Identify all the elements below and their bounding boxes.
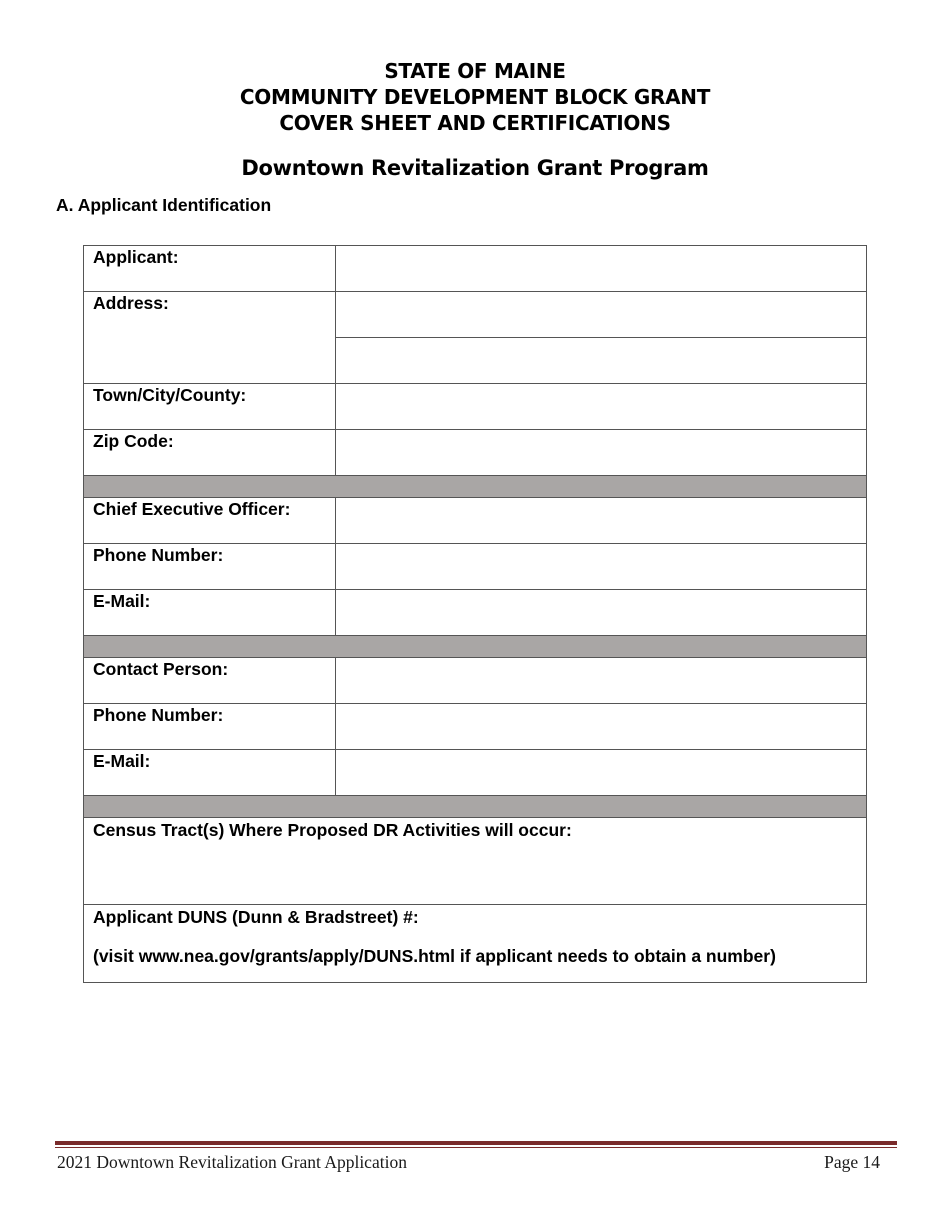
contact-label: Contact Person: [84,658,336,704]
contact-phone-label: Phone Number: [84,704,336,750]
contact-email-label: E-Mail: [84,750,336,796]
town-label: Town/City/County: [84,384,336,430]
ceo-field[interactable] [336,498,867,544]
town-field[interactable] [336,384,867,430]
address-field-line-2[interactable] [336,338,867,384]
footer-rule [55,1141,897,1145]
separator-row [84,636,867,658]
duns-field[interactable] [84,905,867,983]
section-title: A. Applicant Identification [56,195,272,215]
ceo-email-label: E-Mail: [84,590,336,636]
duns-label: Applicant DUNS (Dunn & Bradstreet) #: [93,907,419,927]
program-title: Downtown Revitalization Grant Program [241,156,709,180]
contact-phone-field[interactable] [336,704,867,750]
footer-page-number: Page 14 [824,1152,880,1172]
ceo-label: Chief Executive Officer: [84,498,336,544]
contact-email-field[interactable] [336,750,867,796]
contact-field[interactable] [336,658,867,704]
applicant-label: Applicant: [84,246,336,292]
zip-label: Zip Code: [84,430,336,476]
duns-note: (visit www.nea.gov/grants/apply/DUNS.html if applicant needs to obtain a number) [93,946,776,966]
address-label: Address: [84,292,336,384]
applicant-identification-table [83,245,867,983]
applicant-field[interactable] [336,246,867,292]
separator-row [84,796,867,818]
title-line-1: STATE OF MAINE [384,59,566,83]
zip-field[interactable] [336,430,867,476]
title-line-2: COMMUNITY DEVELOPMENT BLOCK GRANT [239,85,711,109]
census-tract-label: Census Tract(s) Where Proposed DR Activities will occur: [93,820,572,840]
address-field-line-1[interactable] [336,292,867,338]
footer-document-title: 2021 Downtown Revitalization Grant Application [57,1152,407,1172]
ceo-phone-field[interactable] [336,544,867,590]
ceo-email-field[interactable] [336,590,867,636]
census-tract-field[interactable] [84,818,867,905]
ceo-phone-label: Phone Number: [84,544,336,590]
footer-rule-thin [55,1147,897,1148]
separator-row [84,476,867,498]
title-line-3: COVER SHEET AND CERTIFICATIONS [279,111,671,135]
